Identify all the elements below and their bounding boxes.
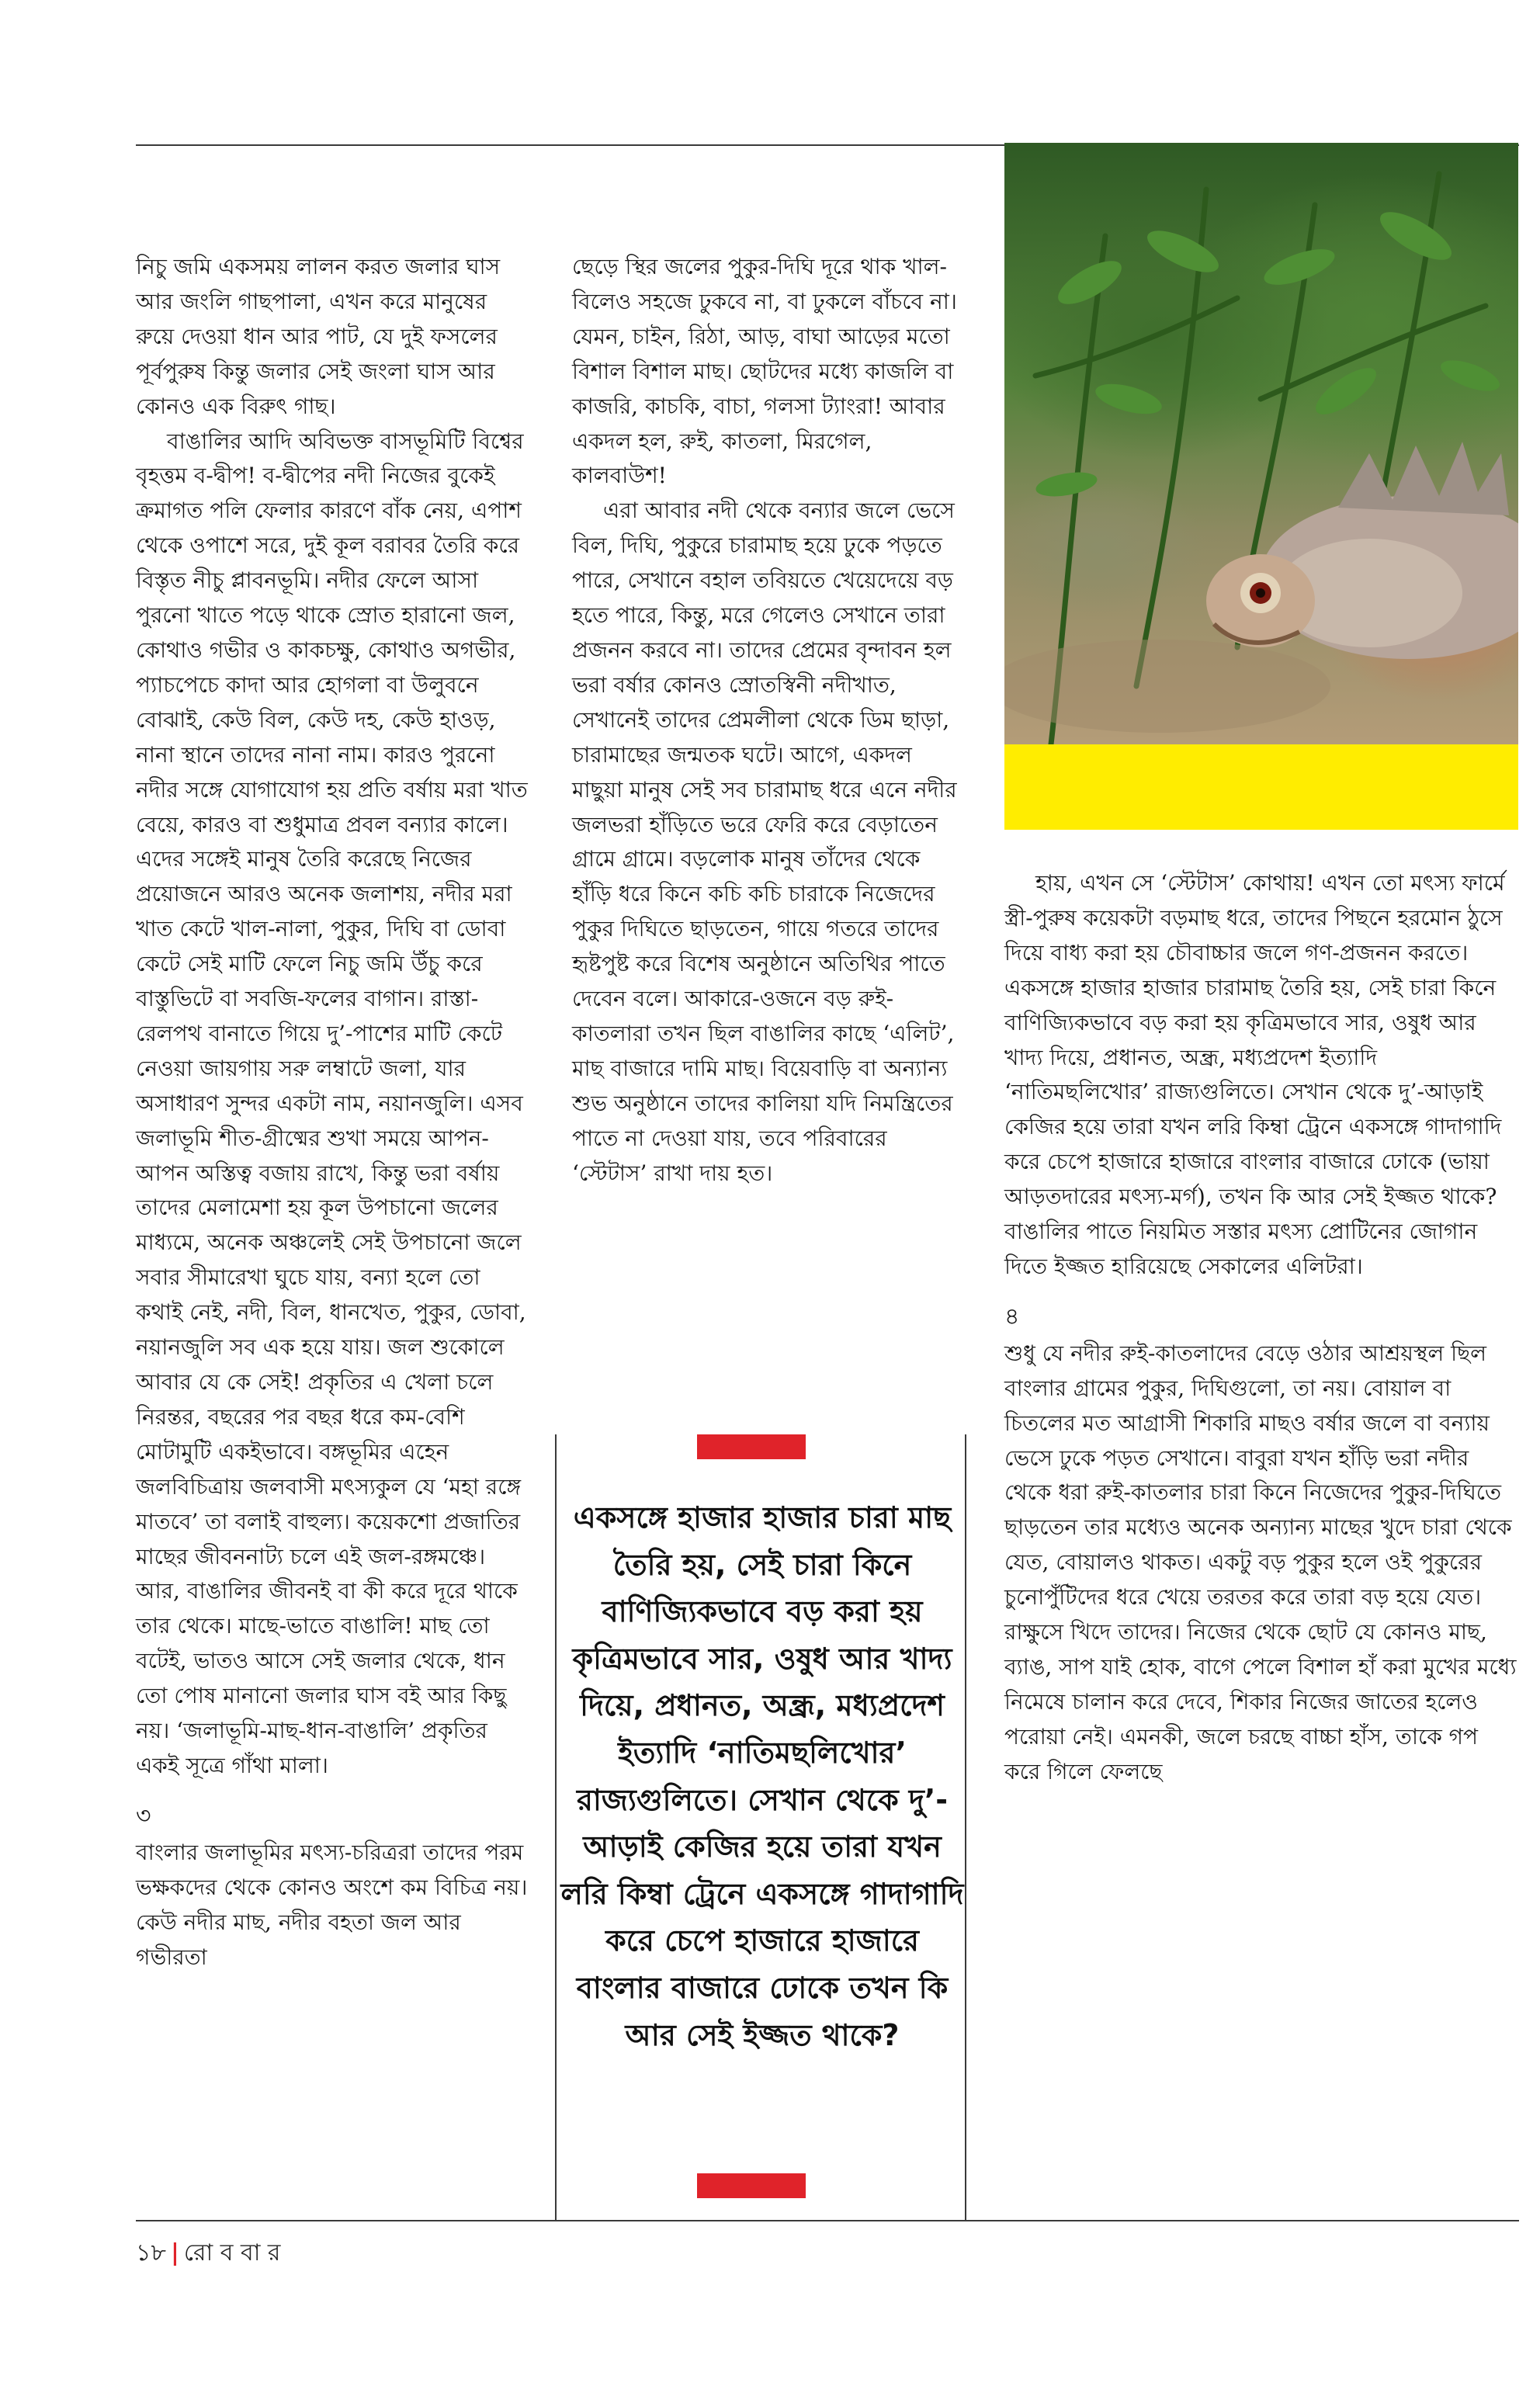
paragraph: বাঙালির আদি অবিভক্ত বাসভূমিটি বিশ্বের বৃহত্তম ব-দ্বীপ! ব-দ্বীপের নদী নিজের বুকেই ক্রমাগত পলি ফেলার কারণে বাঁক নেয়, এপাশ থেকে ওপাশে সরে, দুই কূল বরাবর তৈরি করে বিস্তৃত নীচু প্লাবনভূমি। নদীর ফেলে আসা পুরনো খাতে পড়ে থাকে স্রোত হারানো জল, কোথাও গভীর ও কাকচক্ষু, কোথাও অগভীর, প্যাচপেচে কাদা আর হোগলা বা উলুবনে বোঝাই, কেউ বিল, কেউ দহ, কেউ হাওড়, নানা স্থানে তাদের নানা নাম। কারও পুরনো নদীর সঙ্গে যোগাযোগ হয় প্রতি বর্ষায় মরা খাত বেয়ে, কারও বা শুধুমাত্র প্রবল বন্যার কালে। এদের সঙ্গেই মানুষ তৈরি করেছে নিজের প্রয়োজনে আরও অনেক জলাশয়, নদীর মরা খাত কেটে খাল-নালা, পুকুর, দিঘি বা ডোবা কেটে সেই মাটি ফেলে নিচু জমি উঁচু করে বাস্তুভিটে বা সবজি-ফলের বাগান। রাস্তা-রেলপথ বানাতে গিয়ে দু’-পাশের মাটি কেটে নেওয়া জায়গায় সরু লম্বাটে জলা, যার অসাধারণ সুন্দর একটা নাম, নয়ানজুলি। এসব জলাভূমি শীত-গ্রীষ্মের শুখা সময়ে আপন-আপন অস্তিত্ব বজায় রাখে, কিন্তু ভরা বর্ষায় তাদের মেলামেশা হয় কূল উপচানো জলের মাধ্যমে, অনেক অঞ্চলেই সেই উপচানো জলে সবার সীমারেখা ঘুচে যায়, বন্যা হলে তো কথাই নেই, নদী, বিল, ধানখেত, পুকুর, ডোবা, নয়ানজুলি সব এক হয়ে যায়। জল শুকোলে আবার যে কে সেই! প্রকৃতির এ খেলা চলে নিরন্তর, বছরের পর বছর ধরে কম-বেশি মোটামুটি একইভাবে। বঙ্গভূমির এহেন জলবিচিত্রায় জলবাসী মৎস্যকুল যে ‘মহা রঙ্গে মাতবে’ তা বলাই বাহুল্য। কয়েকশো প্রজাতির মাছের জীবননাট্য চলে এই জল-রঙ্গমঞ্চে। আর, বাঙালির জীবনই বা কী করে দূরে থাকে তার থেকে। মাছে-ভাতে বাঙালি! মাছ তো বটেই, ভাতও আসে সেই জলার থেকে, ধান তো পোষ মানানো জলার ঘাস বই আর কিছু নয়। ‘জলাভূমি-মাছ-ধান-বাঙালি’ প্রকৃতির একই সূত্রে গাঁথা মালা। — [136, 428, 528, 1778]
paragraph: নিচু জমি একসময় লালন করত জলার ঘাস আর জংলি গাছপালা, এখন করে মানুষের রুয়ে দেওয়া ধান আর পাট, যে দুই ফসলের পূর্বপুরুষ কিন্তু জলার সেই জংলা ঘাস আর কোনও এক বিরুৎ গাছ। — [136, 254, 501, 419]
folio-separator: | — [170, 2239, 179, 2266]
page-number: ১৮ — [136, 2239, 166, 2266]
fish-photo — [1004, 143, 1518, 744]
column-2 — [572, 250, 964, 1191]
paragraph: শুধু যে নদীর রুই-কাতলাদের বেড়ে ওঠার আশ্রয়স্থল ছিল বাংলার গ্রামের পুকুর, দিঘিগুলো, তা নয়। বোয়াল বা চিতলের মত আগ্রাসী শিকারি মাছও বর্ষার জলে বা বন্যায় ভেসে ঢুকে পড়ত সেখানে। বাবুরা যখন হাঁড়ি ভরা নদীর থেকে ধরা রুই-কাতলার চারা কিনে নিজেদের পুকুর-দিঘিতে ছাড়তেন তার মধ্যেও অনেক অন্যান্য মাছের খুদে চারা থেকে যেত, বোয়ালও থাকত। একটু বড় পুকুর হলে ওই পুকুরের চুনোপুঁটিদের ধরে খেয়ে তরতর করে তারা বড় হয়ে যেত। রাক্ষুসে খিদে তাদের। নিজের থেকে ছোট যে কোনও মাছ, ব্যাঙ, সাপ যাই হোক, বাগে পেলে বিশাল হাঁ করা মুখের মধ্যে নিমেষে চালান করে দেবে, শিকার নিজের জাতের হলেও পরোয়া নেই। এমনকী, জলে চরছে বাচ্চা হাঁস, তাকে গপ করে গিলে ফেলছে — [1004, 1340, 1517, 1784]
folio — [136, 2234, 280, 2273]
column-1 — [136, 250, 528, 1975]
pullquote-bar-bottom — [697, 2173, 806, 2198]
paragraph: ছেড়ে স্থির জলের পুকুর-দিঘি দূরে থাক খাল-বিলেও সহজে ঢুকবে না, বা ঢুকলে বাঁচবে না। যেমন, চাইন, রিঠা, আড়, বাঘা আড়ের মতো বিশাল বিশাল মাছ। ছোটদের মধ্যে কাজলি বা কাজরি, কাচকি, বাচা, গলসা ট্যাংরা! আবার একদল হল, রুই, কাতলা, মিরগেল, কালবাউশ! — [572, 254, 957, 489]
fish-illustration — [1004, 143, 1518, 744]
column-divider — [555, 1434, 557, 2220]
pull-quote: একসঙ্গে হাজার হাজার চারা মাছ তৈরি হয়, সেই চারা কিনে বাণিজ্যিকভাবে বড় করা হয় কৃত্রিমভাবে সার, ওষুধ আর খাদ্য দিয়ে, প্রধানত, অন্ধ্র, মধ্যপ্রদেশ ইত্যাদি ‘নাতিমছলিখোর’ রাজ্যগুলিতে। সেখান থেকে দু’-আড়াই কেজির হয়ে তারা যখন লরি কিম্বা ট্রেনে একসঙ্গে গাদাগাদি করে চেপে হাজারে হাজারে বাংলার বাজারে ঢোকে তখন কি আর সেই ইজ্জত থাকে? — [560, 1500, 964, 2052]
paragraph: হায়, এখন সে ‘স্টেটাস’ কোথায়! এখন তো মৎস্য ফার্মে স্ত্রী-পুরুষ কয়েকটা বড়মাছ ধরে, তাদের পিছনে হরমোন ঠুসে দিয়ে বাধ্য করা হয় চৌবাচ্চার জলে গণ-প্রজনন করতে। একসঙ্গে হাজার হাজার চারামাছ তৈরি হয়, সেই চারা কিনে বাণিজ্যিকভাবে বড় করা হয় কৃত্রিমভাবে সার, ওষুধ আর খাদ্য দিয়ে, প্রধানত, অন্ধ্র, মধ্যপ্রদেশ ইত্যাদি ‘নাতিমছলিখোর’ রাজ্যগুলিতে। সেখান থেকে দু’-আড়াই কেজির হয়ে তারা যখন লরি কিম্বা ট্রেনে একসঙ্গে গাদাগাদি করে চেপে হাজারে হাজারে বাংলার বাজারে ঢোকে (ভায়া আড়তদারের মৎস্য-মর্গ), তখন কি আর সেই ইজ্জত থাকে? বাঙালির পাতে নিয়মিত সস্তার মৎস্য প্রোটিনের জোগান দিতে ইজ্জত হারিয়েছে সেকালের এলিটরা। — [1004, 870, 1505, 1279]
column-3 — [1004, 866, 1517, 1790]
section-number-4: ৪ — [1004, 1302, 1020, 1330]
section-number-3: ৩ — [136, 1802, 151, 1829]
caption-band — [1004, 744, 1518, 830]
paragraph: বাংলার জলাভূমির মৎস্য-চরিত্ররা তাদের পরম ভক্ষকদের থেকে কোনও অংশে কম বিচিত্র নয়। কেউ নদীর মাছ, নদীর বহতা জল আর গভীরতা — [136, 1839, 528, 1970]
pullquote-bar-top — [697, 1434, 806, 1459]
column-divider — [965, 1434, 966, 2220]
publication-name: রো ব বা র — [183, 2239, 281, 2266]
paragraph: এরা আবার নদী থেকে বন্যার জলে ভেসে বিল, দিঘি, পুকুরে চারামাছ হয়ে ঢুকে পড়তে পারে, সেখানে বহাল তবিয়তে খেয়েদেয়ে বড় হতে পারে, কিন্তু, মরে গেলেও সেখানে তারা প্রজনন করবে না। তাদের প্রেমের বৃন্দাবন হল ভরা বর্ষার কোনও স্রোতস্বিনী নদীখাত, সেখানেই তাদের প্রেমলীলা থেকে ডিম ছাড়া, চারামাছের জন্মতক ঘটে। আগে, একদল মাছুয়া মানুষ সেই সব চারামাছ ধরে এনে নদীর জলভরা হাঁড়িতে ভরে ফেরি করে বেড়াতেন গ্রামে গ্রামে। বড়লোক মানুষ তাঁদের থেকে হাঁড়ি ধরে কিনে কচি কচি চারাকে নিজেদের পুকুর দিঘিতে ছাড়তেন, গায়ে গতরে তাদের হৃষ্টপুষ্ট করে বিশেষ অনুষ্ঠানে অতিথির পাতে দেবেন বলে। আকারে-ওজনে বড় রুই-কাতলারা তখন ছিল বাঙালির কাছে ‘এলিট’, মাছ বাজারে দামি মাছ। বিয়েবাড়ি বা অন্যান্য শুভ অনুষ্ঠানে তাদের কালিয়া যদি নিমন্ত্রিতের পাতে না দেওয়া যায়, তবে পরিবারের ‘স্টেটাস’ রাখা দায় হত। — [572, 498, 957, 1186]
bottom-rule — [136, 2220, 1519, 2221]
